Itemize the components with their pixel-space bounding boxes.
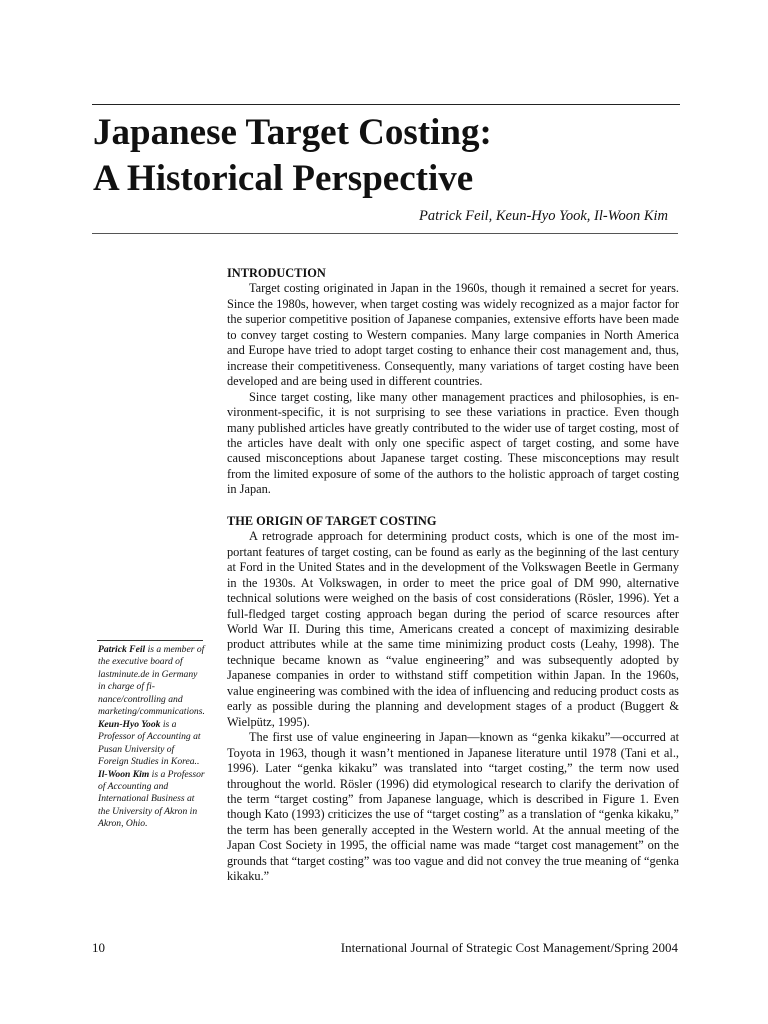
author-name-feil: Patrick Feil [98, 644, 146, 655]
origin-heading: THE ORIGIN OF TARGET COSTING [227, 513, 437, 528]
sidebar-rule [97, 640, 203, 641]
title-line-2: A Historical Perspective [93, 158, 474, 199]
author-bio-kim [98, 769, 206, 831]
article-authors: Patrick Feil, Keun-Hyo Yook, Il-Woon Kim [418, 208, 668, 224]
author-bios-sidebar [98, 644, 206, 831]
author-name-yook: Keun-Hyo Yook [98, 718, 161, 730]
origin-paragraph-2: The first use of value engineering in Japan—known as “genka kikaku”—occurred at Toyota in 1963, though it wasn’t mentioned in Japanese literature until 1978 (Tani et al., 1996). Later “genka kikaku” was translated into “target costing,” the term now used throughout the world. Rösler (1996) did etymological research to clarify the derivation of the term “target costing” from Japanese language, which is described in Figure 1. Even though Kato (1993) criticizes the use of “target costing” as a translation of “genka kikaku,” the term has been generally accepted in the Western world. At the annual meeting of the Japan Cost Society in 1995, the official name was made “target cost management” on the grounds that “target costing” was too vague and did not convey the true meaning of “genka kikaku.” [227, 730, 679, 884]
authors-rule [92, 233, 678, 234]
author-bio-yook [98, 719, 206, 769]
introduction-paragraph-2: Since target costing, like many other management practices and philosophies, is environment-specific, it is not surprising to see these variations in practice. Even though many published articles have greatly contributed to the wider use of target costing, most of the articles have dealt with only one specific aspect of target costing, and some have caused misconceptions about Japanese target costing. These misconceptions may result from the limited exposure of some of the authors to the holistic approach of target costing in Japan. [227, 389, 679, 497]
main-column [227, 266, 679, 885]
origin-paragraph-1: A retrograde approach for determining product costs, which is one of the most important features of target costing, can be found as early as the beginning of the last century at Ford in the United States and in the development of the Volkswagen Beetle in Germany in the 1930s. At Volkswagen, in order to meet the price goal of DM 990, alternative technical solutions were weighed on the basis of cost considerations (Rösler, 1996). Yet a full-fledged target costing approach began during the period of scarce resources after World War II. During this time, Americans created a concept of maximizing desirable product attributes while at the same time minimizing product costs (Leahy, 1998). The technique became known as “value engineering” and was subsequently adopted by Japanese companies in order to withstand stiff competition within Japan. In the 1960s, value engineering was combined with the idea of influencing and reducing product costs as early as possible during the planning and development stages of a product (Buggert & Wielpütz, 1995). [227, 529, 679, 729]
introduction-paragraph-1: Target costing originated in Japan in the 1960s, though it remained a secret for years. Since the 1980s, however, when target costing was widely recognized as a major factor for the superior competitive position of Japanese companies, extensive efforts have been made to convey target costing to Western companies. Many large companies in North America and Europe have tried to adopt target costing to enhance their cost management and, thus, increase their competitiveness. Consequently, many variations of target costing have been developed and are being used in different countries. [227, 281, 679, 389]
author-bio-feil [98, 644, 206, 719]
introduction-heading: INTRODUCTION [227, 266, 326, 280]
author-bio-text-feil: is a member of the executive board of lastminute.de in Germany in charge of finance/controlling and marketing/communications. [98, 644, 205, 718]
journal-footer: International Journal of Strategic Cost Management/Spring 2004 [340, 940, 678, 955]
author-name-kim: Il-Woon Kim [98, 768, 150, 780]
title-line-1: Japanese Target Costing: [93, 112, 492, 153]
page-number: 10 [92, 940, 105, 955]
top-rule [92, 104, 680, 105]
article-title [93, 110, 683, 202]
author-bio-text-yook: is a Professor of Accounting at Pusan University of Foreign Studies in Korea.. [98, 718, 201, 768]
author-bio-text-kim: is a Professor of Accounting and International Business at the University of Akron in Akron, Ohio. [98, 768, 205, 830]
